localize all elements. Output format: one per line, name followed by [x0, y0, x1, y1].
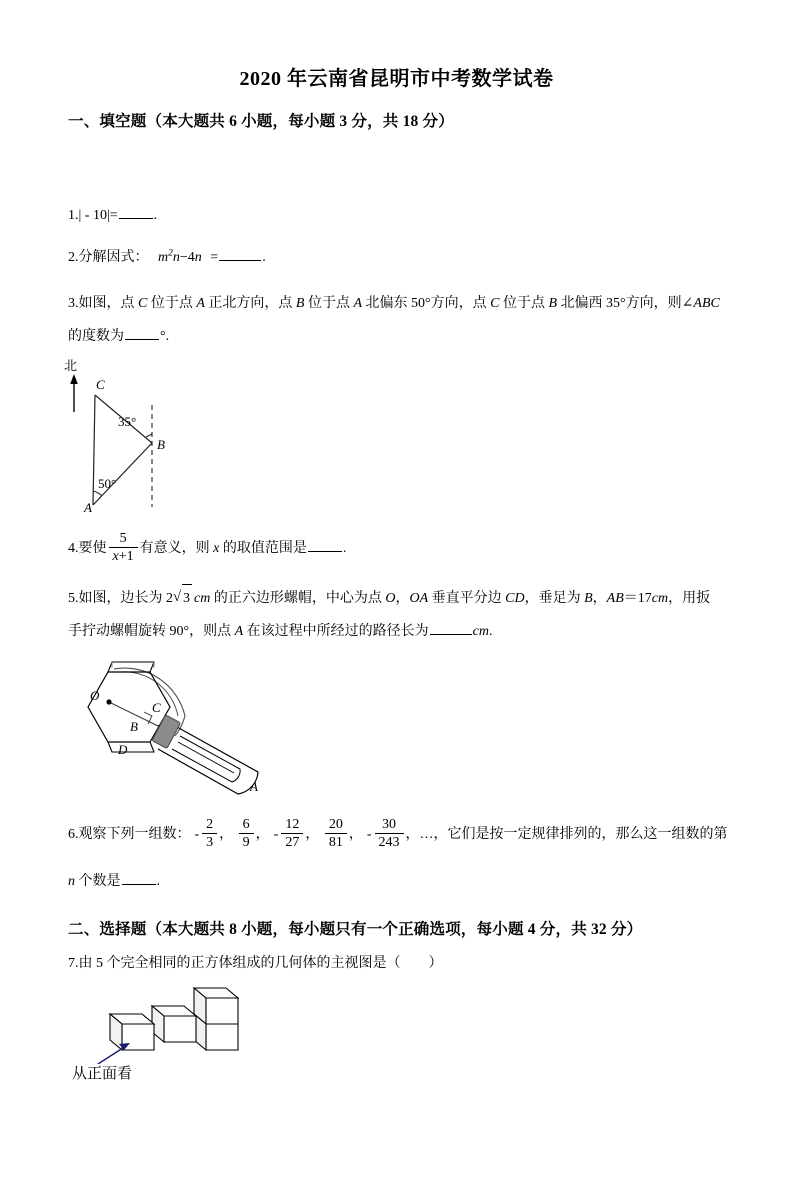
q3-angle-abc: ABC — [693, 296, 720, 311]
q5-line2-a: 手拧动螺帽旋转 90°，则点 — [68, 624, 235, 640]
expr-minus-four: −4 — [179, 250, 195, 265]
q5-text-e: ，垂足为 — [524, 591, 585, 606]
q3-point-b: B — [295, 296, 305, 311]
q7-text-b: ） — [428, 956, 443, 971]
q3-text-a: 如图，点 — [78, 296, 138, 311]
q3-degree-period: °. — [160, 329, 170, 345]
fraction-separator: ， — [405, 827, 420, 843]
label-point-b: B — [130, 719, 138, 734]
q3-line2-text: 的度数为 — [68, 329, 124, 345]
expr-exponent: 2 — [168, 248, 173, 259]
question-6 — [68, 818, 740, 895]
cube-front-face-3 — [164, 1016, 196, 1042]
figure-7-svg — [78, 984, 268, 1064]
label-angle-50: 50° — [98, 476, 117, 491]
q4-period: . — [342, 541, 347, 557]
q5-point-b: B — [584, 591, 593, 606]
answer-blank[interactable] — [219, 248, 261, 261]
q6-text-b: 它们是按一定规律排列的，那么这一组数的第 — [447, 827, 728, 843]
q5-unit-cm: cm — [194, 591, 211, 606]
fraction-separator: ， — [255, 827, 270, 843]
q5-line2-b: 在该过程中所经过的路径长为 — [243, 624, 429, 640]
cube-front-face-5 — [206, 998, 238, 1024]
q5-segment-cd: CD — [505, 591, 525, 606]
question-4 — [68, 532, 740, 566]
fraction-spacer — [233, 827, 237, 842]
q3-text-f: 位于点 — [499, 296, 549, 311]
den-rest: +1 — [118, 549, 134, 564]
q3-text-c: 正北方向，点 — [204, 296, 296, 311]
q3-text-e: 北偏东 50°方向，点 — [362, 296, 491, 311]
answer-blank[interactable] — [430, 622, 472, 635]
q4-text-a: 要使 — [78, 541, 107, 557]
answer-blank[interactable] — [119, 206, 153, 219]
q3-text-d: 位于点 — [304, 296, 354, 311]
q6-var-n: n — [68, 873, 75, 889]
question-1-number: 1. — [68, 208, 79, 223]
fraction-numerator: 5 — [109, 531, 138, 548]
fraction-numerator: 20 — [325, 817, 347, 834]
q5-text-b: 的正六边形螺帽，中心为点 — [210, 591, 386, 606]
q3-point-c: C — [138, 296, 148, 311]
fraction-item — [325, 817, 347, 851]
question-2-number: 2. — [68, 250, 79, 265]
question-3-number: 3. — [68, 296, 79, 311]
fraction-5-over-x-plus-1 — [109, 531, 138, 565]
equals-sign: = — [210, 250, 219, 265]
fraction-item — [239, 817, 254, 851]
q5-segment-oa: OA — [409, 591, 429, 606]
label-point-c: C — [152, 700, 161, 715]
fraction-separator: ， — [219, 827, 234, 843]
q6-ellipsis: …， — [419, 827, 448, 843]
q5-unit-cm2: cm — [651, 591, 669, 606]
figure-question-7-cubes — [72, 984, 268, 1084]
exam-paper-page — [0, 62, 793, 1184]
fraction-sequence — [191, 816, 420, 850]
q5-segment-ab: AB — [606, 591, 624, 606]
q5-text-d: 垂直平分边 — [428, 591, 506, 606]
q3-point-a2: A — [353, 296, 363, 311]
expr-n-second: n — [194, 250, 202, 265]
label-angle-35: 35° — [118, 414, 137, 429]
label-point-b: B — [157, 437, 165, 452]
nut-flange-edge — [112, 662, 154, 668]
nut-bottom-flange — [108, 742, 154, 752]
q5-text-c: ， — [395, 591, 410, 606]
question-2-label: 分解因式： — [78, 250, 149, 265]
section-heading-fill-in-blank: 一、填空题（本大题共 6 小题，每小题 3 分，共 18 分） — [68, 113, 454, 130]
fraction-sign: - — [366, 827, 372, 843]
question-1-text: | - 10|= — [78, 208, 118, 223]
fraction-denominator: 3 — [206, 835, 214, 850]
question-3-line-2 — [68, 323, 740, 350]
segment-ac — [93, 395, 95, 505]
q3-point-a: A — [196, 296, 205, 311]
label-point-c: C — [96, 377, 105, 392]
answer-blank[interactable] — [308, 539, 342, 552]
question-1-period: . — [153, 208, 158, 223]
q3-point-b2: B — [548, 296, 558, 311]
section-heading-multiple-choice: 二、选择题（本大题共 8 小题，每小题只有一个正确选项，每小题 4 分，共 32 分） — [68, 921, 643, 938]
nut-top-flange — [108, 662, 154, 672]
q5-point-a: A — [234, 624, 244, 640]
sqrt-radicand: 3 — [182, 584, 192, 612]
fraction-item — [375, 817, 404, 851]
question-7-number: 7. — [68, 956, 79, 971]
fraction-numerator: 2 — [202, 817, 217, 834]
question-3-line-1 — [68, 290, 740, 317]
question-6-line-2 — [68, 868, 740, 895]
view-direction-arrow — [98, 1043, 130, 1064]
den-x: x — [112, 549, 119, 564]
fraction-denominator: 9 — [242, 835, 250, 850]
page-title: 2020 年云南省昆明市中考数学试卷 — [239, 68, 554, 90]
fraction-sign: - — [194, 827, 200, 843]
angle-mark-b — [146, 434, 152, 437]
label-point-d: D — [118, 742, 128, 757]
wrench-adjuster-block — [152, 715, 181, 749]
question-2-period: . — [262, 250, 266, 265]
q5-line2-period: . — [489, 624, 493, 640]
fraction-numerator: 30 — [375, 817, 404, 834]
q4-text-c: 的取值范围是 — [219, 541, 307, 557]
q3-text-b: 位于点 — [147, 296, 197, 311]
north-label: 北 — [64, 358, 78, 373]
q7-text-a: 由 5 个完全相同的正方体组成的几何体的主视图是（ — [78, 956, 401, 971]
question-6-number: 6. — [68, 827, 79, 843]
question-4-number: 4. — [68, 541, 79, 557]
q5-text-f: ， — [592, 591, 607, 606]
center-point-o-dot — [106, 699, 111, 704]
cube-front-face-4 — [206, 1024, 238, 1050]
answer-blank[interactable] — [122, 872, 156, 885]
wrench-handle-inner-line — [178, 742, 234, 773]
question-6-line-1 — [68, 818, 740, 852]
fraction-denominator: 81 — [328, 835, 343, 850]
fraction-item — [281, 817, 303, 851]
question-2 — [68, 244, 740, 271]
fraction-sign: - — [273, 827, 279, 843]
fraction-denominator: 27 — [285, 835, 300, 850]
fraction-spacer — [319, 827, 323, 842]
figure-question-3 — [60, 357, 260, 522]
fraction-separator: ， — [348, 827, 363, 843]
fraction-separator: ， — [305, 827, 320, 843]
q6-period: . — [156, 873, 160, 889]
q5-unit-cm3: cm — [472, 624, 489, 640]
label-point-a: A — [84, 500, 92, 515]
q5-text-g: ＝17 — [623, 591, 652, 606]
q3-point-c2: C — [490, 296, 500, 311]
question-5-number: 5. — [68, 591, 79, 606]
q3-text-g: 北偏西 35°方向，则∠ — [557, 296, 694, 311]
view-caption-front: 从正面看 — [72, 1065, 133, 1082]
fraction-denominator — [109, 548, 138, 564]
q4-text-b: 有意义，则 — [139, 541, 214, 557]
fraction-numerator: 12 — [281, 817, 303, 834]
fraction-item — [202, 817, 217, 851]
q6-text-a: 观察下列一组数： — [78, 827, 191, 843]
question-1 — [68, 202, 740, 229]
q4-var-x: x — [213, 541, 220, 557]
figure-question-5-wrench — [62, 654, 292, 804]
square-root-3 — [173, 584, 192, 612]
expr-n: n — [172, 250, 180, 265]
q5-text-h: ，用扳 — [668, 591, 711, 606]
question-7 — [68, 950, 740, 977]
q5-text-a: 如图，边长为 2 — [78, 591, 173, 606]
answer-blank[interactable] — [125, 327, 159, 340]
q5-point-o: O — [385, 591, 396, 606]
north-arrow-head — [70, 374, 78, 384]
fraction-denominator: 243 — [378, 835, 400, 850]
fraction-numerator: 6 — [239, 817, 254, 834]
question-3 — [68, 290, 740, 351]
q6-line2-a: 个数是 — [75, 873, 121, 889]
label-point-a: A — [250, 779, 258, 794]
expr-m: m — [158, 250, 169, 265]
question-5 — [68, 584, 740, 646]
label-point-o: O — [90, 688, 100, 703]
question-5-line-2 — [68, 618, 740, 645]
question-5-line-1 — [68, 584, 740, 612]
